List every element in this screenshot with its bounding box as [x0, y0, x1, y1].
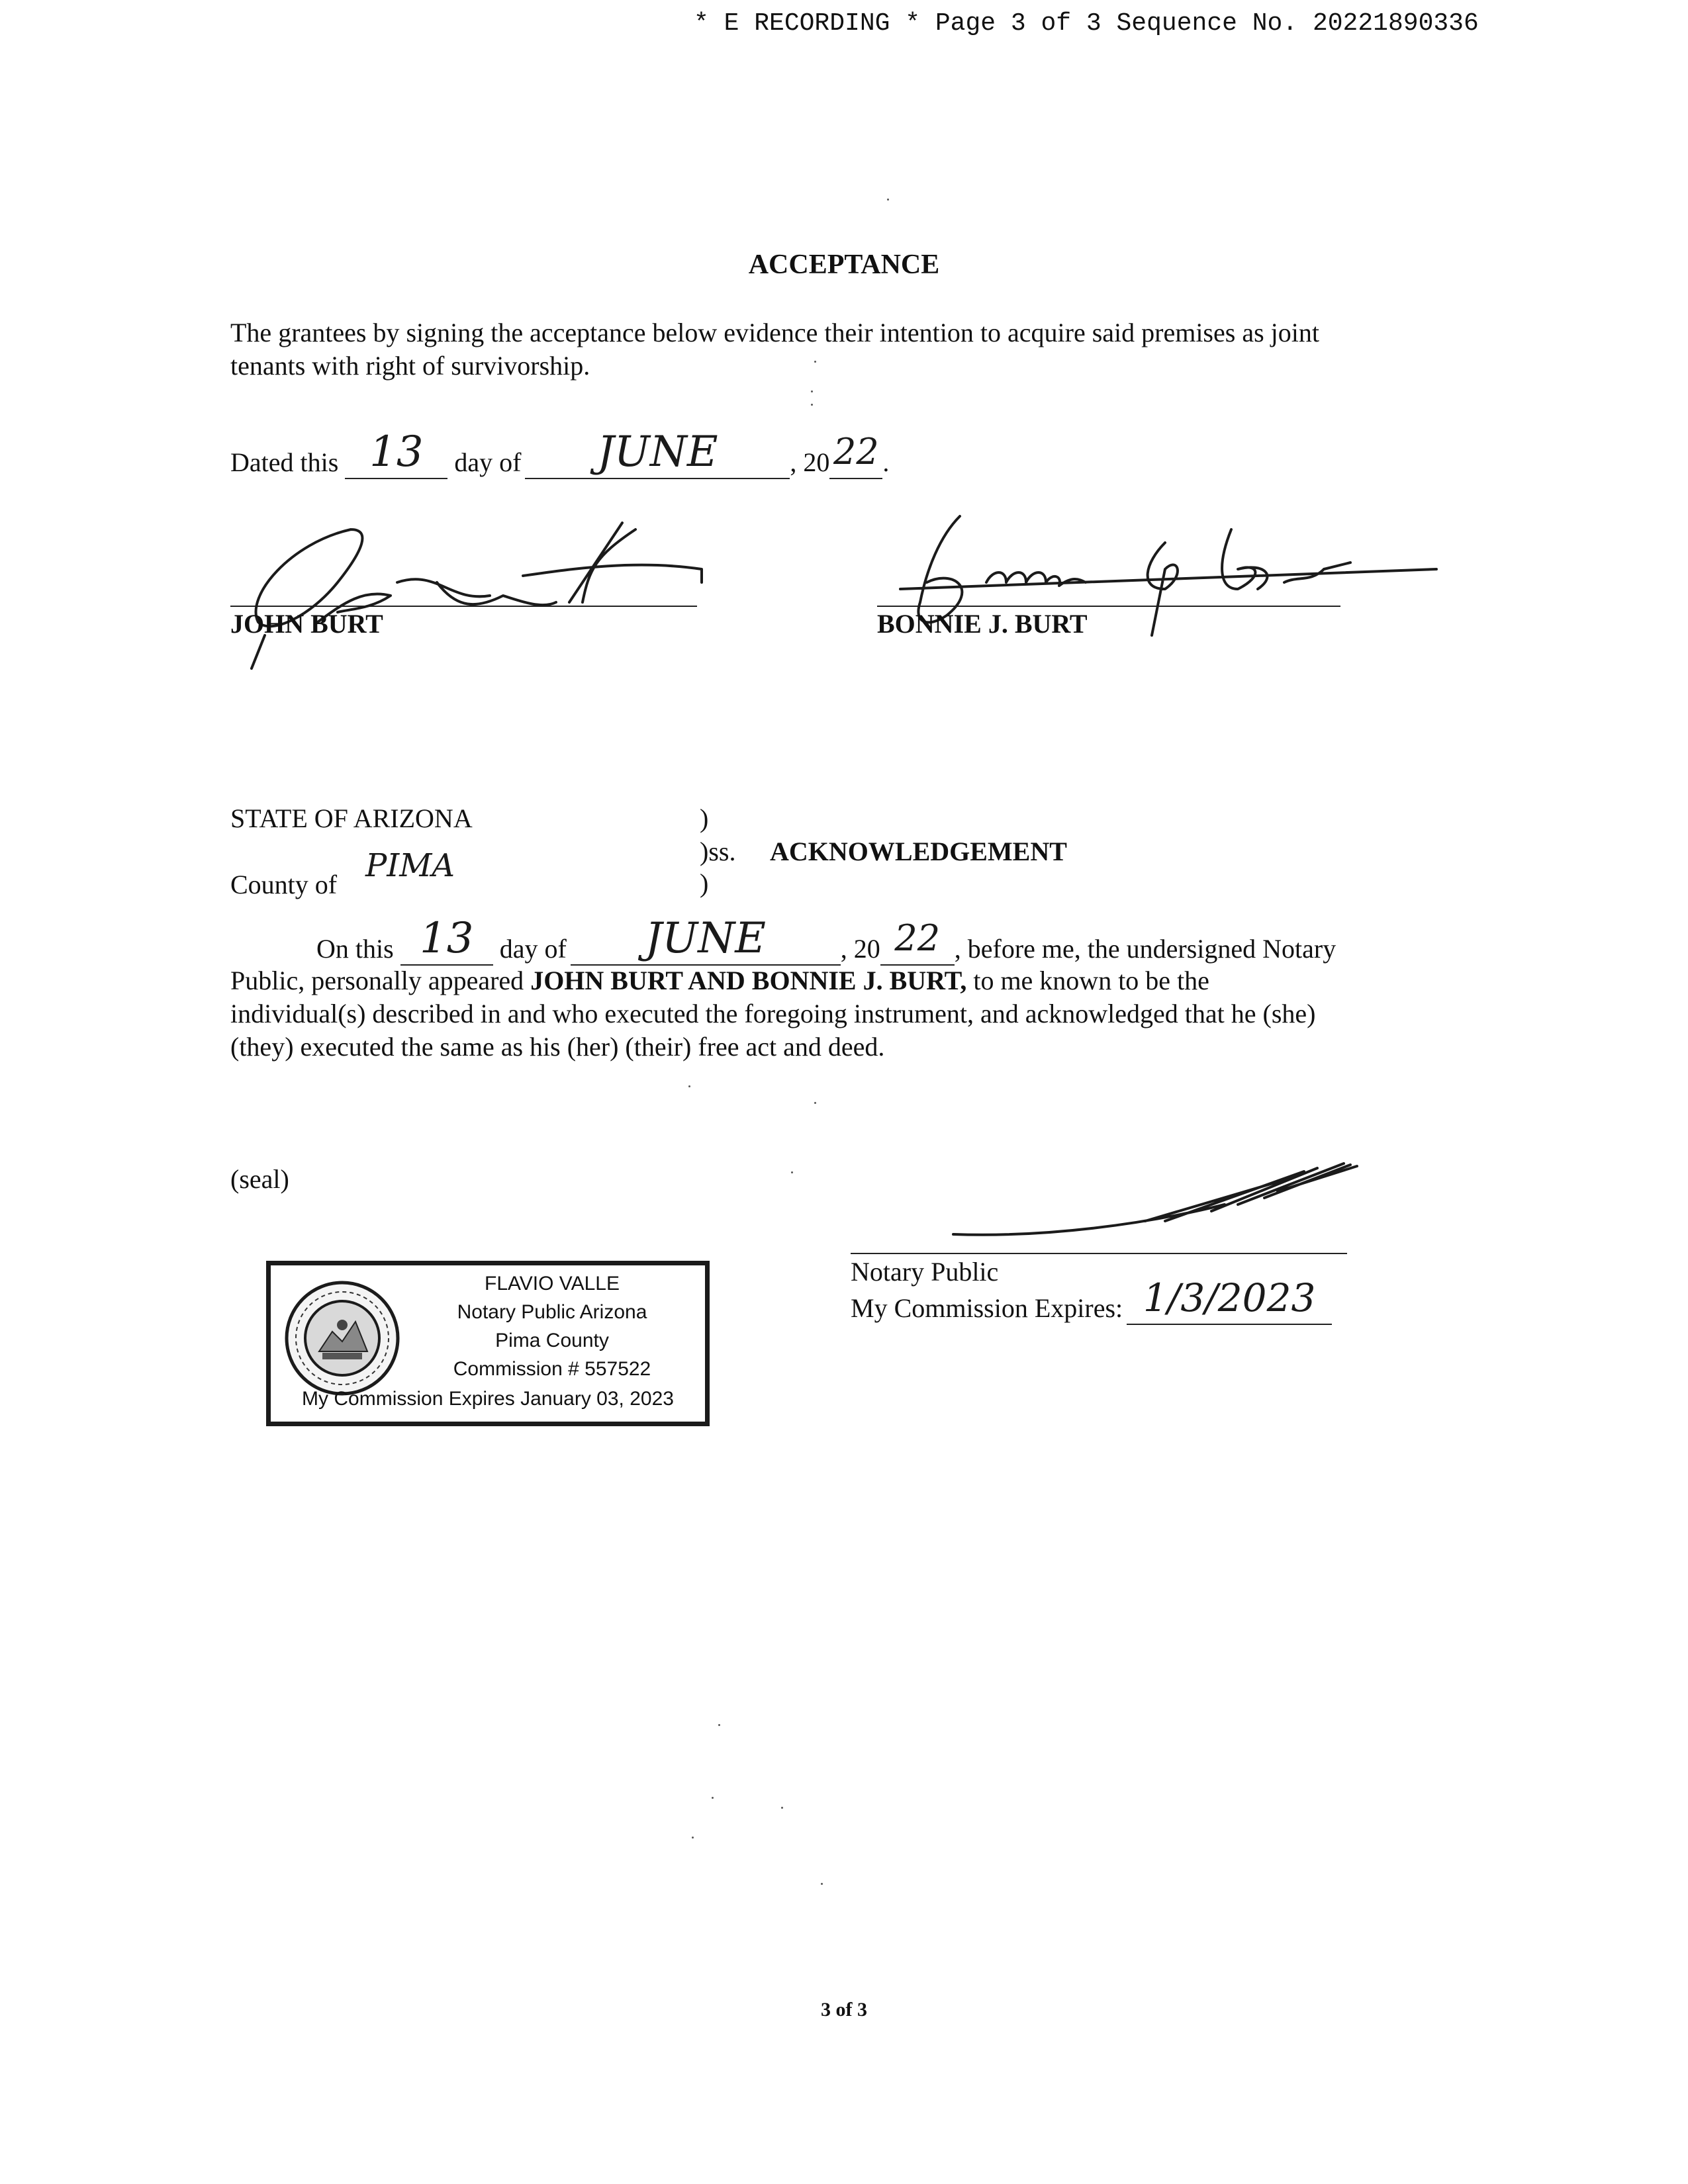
dated-year-prefix: , 20	[790, 447, 830, 477]
commission-expires-field	[1127, 1275, 1332, 1325]
ack-day-value: 13	[419, 914, 474, 963]
acceptance-paragraph-line2: tenants with right of survivorship.	[230, 351, 590, 381]
acceptance-title: ACCEPTANCE	[748, 250, 940, 280]
ack-year-value: 22	[894, 917, 941, 959]
state-seal-icon	[283, 1279, 402, 1398]
ack-year-prefix: , 20	[840, 934, 880, 964]
county-label: County of	[230, 870, 338, 899]
john-burt-name: JOHN BURT	[230, 609, 383, 639]
recording-header: * E RECORDING * Page 3 of 3 Sequence No. 20221890336	[694, 9, 1479, 38]
ack-line2-tail: to me known to be the	[966, 966, 1209, 995]
stamp-commission-number: Commission # 557522	[453, 1358, 651, 1380]
seal-label: (seal)	[230, 1164, 289, 1194]
venue-paren-ss: )ss.	[700, 837, 736, 866]
ack-line2	[230, 964, 1209, 997]
dated-year-suffix: .	[882, 447, 890, 477]
stamp-notary-name: FLAVIO VALLE	[485, 1273, 620, 1295]
dated-month-value: JUNE	[597, 428, 718, 477]
stamp-notary-title: Notary Public Arizona	[457, 1301, 647, 1323]
ack-on-this: On this	[316, 934, 394, 964]
notary-public-label: Notary Public	[851, 1257, 999, 1287]
acceptance-paragraph-line1: The grantees by signing the acceptance below evidence their intention to acquire said premises as joint	[230, 318, 1319, 347]
dated-day-field	[345, 428, 447, 479]
dated-day-value: 13	[369, 428, 424, 477]
dated-month-field	[525, 428, 790, 479]
commission-expires-label: My Commission Expires:	[851, 1293, 1123, 1323]
ack-month-field	[571, 914, 841, 966]
state-of-arizona: STATE OF ARIZONA	[230, 803, 473, 833]
ack-day-field	[400, 914, 493, 966]
stamp-county: Pima County	[495, 1330, 609, 1351]
bonnie-burt-name: BONNIE J. BURT	[877, 609, 1088, 639]
notary-signature	[947, 1152, 1357, 1244]
page-number: 3 of 3	[821, 1999, 867, 2021]
ack-line1	[316, 914, 1336, 966]
commission-expires-line	[851, 1275, 1332, 1325]
ack-month-value: JUNE	[645, 914, 766, 963]
ack-line2-prefix: Public, personally appeared	[230, 966, 531, 995]
dated-year-field	[829, 431, 882, 479]
notary-signature-line	[851, 1253, 1347, 1254]
dated-day-of: day of	[454, 447, 522, 477]
county-value: PIMA	[365, 847, 455, 884]
ack-appeared-names: JOHN BURT AND BONNIE J. BURT,	[530, 966, 967, 995]
dated-year-value: 22	[833, 431, 879, 473]
acknowledgement-title: ACKNOWLEDGEMENT	[770, 837, 1067, 866]
commission-expires-value: 1/3/2023	[1143, 1275, 1316, 1320]
ack-line1-tail: , before me, the undersigned Notary	[954, 934, 1336, 964]
venue-paren-open: )	[700, 803, 709, 833]
ack-line4: (they) executed the same as his (her) (their) free act and deed.	[230, 1032, 885, 1062]
dated-prefix: Dated this	[230, 447, 339, 477]
ack-year-field	[880, 917, 955, 966]
notary-stamp	[266, 1261, 710, 1426]
stamp-expires: My Commission Expires January 03, 2023	[302, 1388, 674, 1410]
ack-day-of: day of	[499, 934, 567, 964]
ack-line3: individual(s) described in and who executed the foregoing instrument, and acknowledged that he (she)	[230, 999, 1316, 1028]
venue-paren-close: )	[700, 868, 709, 898]
dated-line	[230, 428, 890, 479]
